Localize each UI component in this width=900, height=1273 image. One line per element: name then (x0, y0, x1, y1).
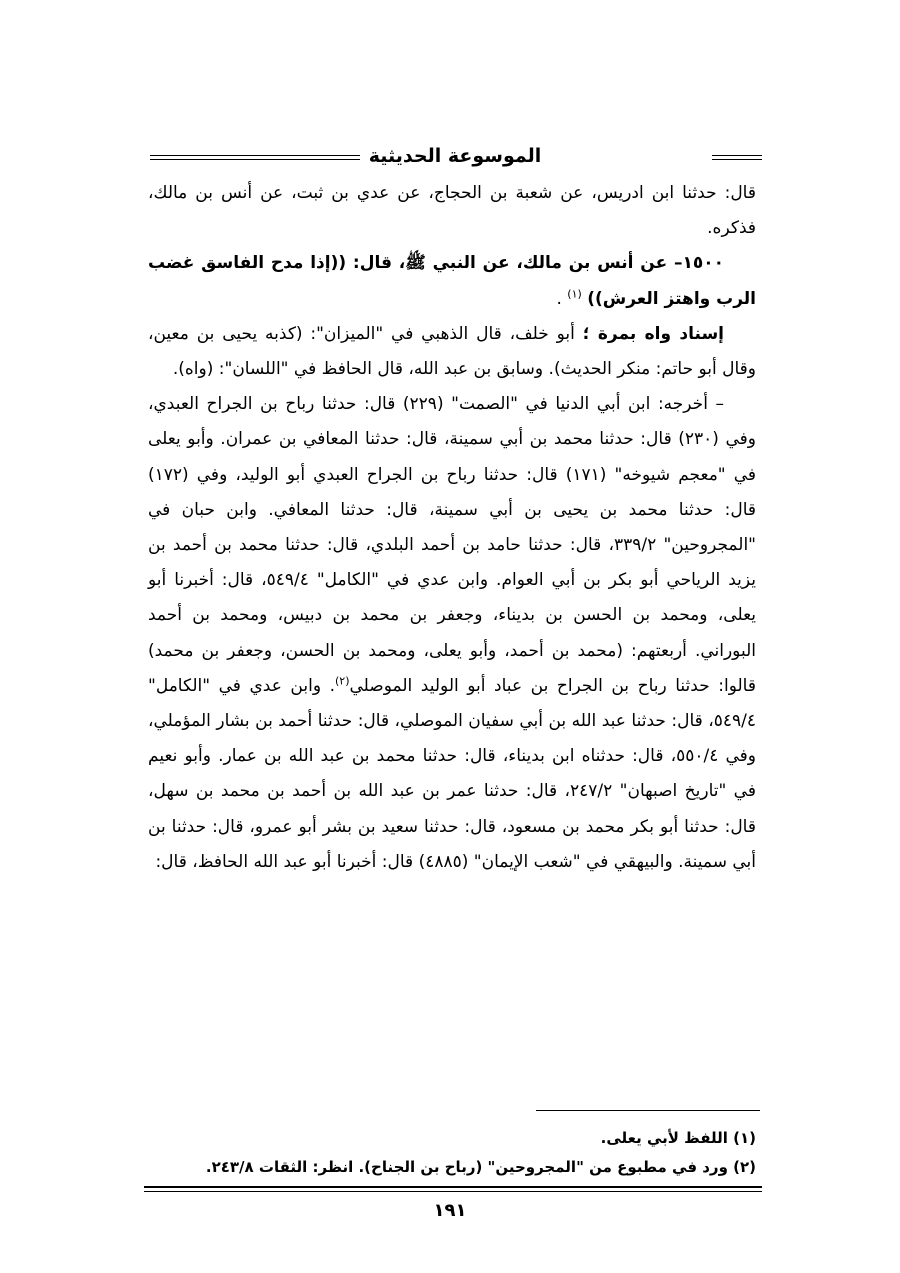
main-text (148, 176, 756, 880)
footnote-ref-1[interactable]: (١) (567, 286, 582, 300)
footnote-1: (١) اللفظ لأبي يعلى. (600, 1129, 756, 1147)
hadith-paragraph (148, 246, 756, 316)
takhrij-tail: . وابن عدي في "الكامل" ٥٤٩/٤، قال: حدثنا عبد الله بن أبي سفيان الموصلي، قال: حدثنا أحمد بن بشار المؤملي، وفي ٥٥٠/٤، قال: حدثناه ابن بديناء، قال: حدثنا محمد بن عبد الله بن عمار. وأبو نعيم في "تاريخ اصبهان" ٢٤٧/٢، قال: حدثنا عمر بن عبد الله بن أحمد بن محمد بن سهل، قال: حدثنا أبو بكر محمد بن مسعود، قال: حدثنا سعيد بن بشر أبو عمرو، قال: حدثنا بن أبي سمينة. والبيهقي في "شعب الإيمان" (٤٨٨٥) قال: أخبرنا أبو عبد الله الحافظ، قال: (148, 675, 756, 872)
hadith-text: ١٥٠٠– عن أنس بن مالك، عن النبي ﷺ، قال: ((إذا مدح الفاسق غضب الرب واهتز العرش)) (148, 253, 756, 309)
page-header (150, 142, 762, 170)
paragraph-tail: . (556, 288, 568, 309)
header-rule-right (712, 155, 762, 160)
isnad-label: إسناد واه بمرة ؛ (582, 323, 725, 344)
paragraph-text: قال: حدثنا ابن ادريس، عن شعبة بن الحجاج، عن عدي بن ثبت، عن أنس بن مالك، فذكره. (148, 183, 756, 239)
footnote-separator (536, 1110, 760, 1111)
footnote-ref-2[interactable]: (٢) (334, 674, 350, 688)
bottom-rule (144, 1186, 762, 1192)
footnote-2: (٢) ورد في مطبوع من "المجروحين" (رباح بن الجناح). انظر: الثقات ٢٤٣/٨. (205, 1158, 756, 1176)
header-title: الموسوعة الحديثية (368, 145, 542, 167)
footnotes (148, 1124, 756, 1182)
isnad-text: أبو خلف، قال الذهبي في "الميزان": (كذبه يحيى بن معين، وقال أبو حاتم: منكر الحديث). وسابق بن عبد الله، قال الحافظ في "اللسان": (واه). (148, 323, 756, 380)
takhrij-paragraph (148, 387, 756, 880)
isnad-paragraph (148, 317, 756, 387)
page-number: ١٩١ (433, 1200, 467, 1221)
takhrij-text: – أخرجه: ابن أبي الدنيا في "الصمت" (٢٢٩) قال: حدثنا رباح بن الجراح العبدي، وفي (٢٣٠) قال: حدثنا محمد بن أبي سمينة، قال: حدثنا المعافي بن عمران. وأبو يعلى في "معجم شيوخه" (١٧١) قال: حدثنا رباح بن الجراح العبدي أبو الوليد، وفي (١٧٢) قال: حدثنا محمد بن يحيى بن أبي سمينة، قال: حدثنا المعافي. وابن حبان في "المجروحين" ٣٣٩/٢، قال: حدثنا حامد بن أحمد البلدي، قال: حدثنا محمد بن أحمد بن يزيد الرياحي أبو بكر بن أبي العوام. وابن عدي في "الكامل" ٥٤٩/٤، قال: أخبرنا أبو يعلى، ومحمد بن الحسن بن بديناء، وجعفر بن محمد بن دبيس، ومحمد بن أحمد البوراني. أربعتهم: (محمد بن أحمد، وأبو يعلى، ومحمد بن الحسن، وجعفر بن محمد) قالوا: حدثنا رباح بن الجراح بن عباد أبو الوليد الموصلي (148, 394, 757, 696)
header-rule-left (150, 155, 360, 160)
paragraph-continuation (148, 176, 756, 246)
